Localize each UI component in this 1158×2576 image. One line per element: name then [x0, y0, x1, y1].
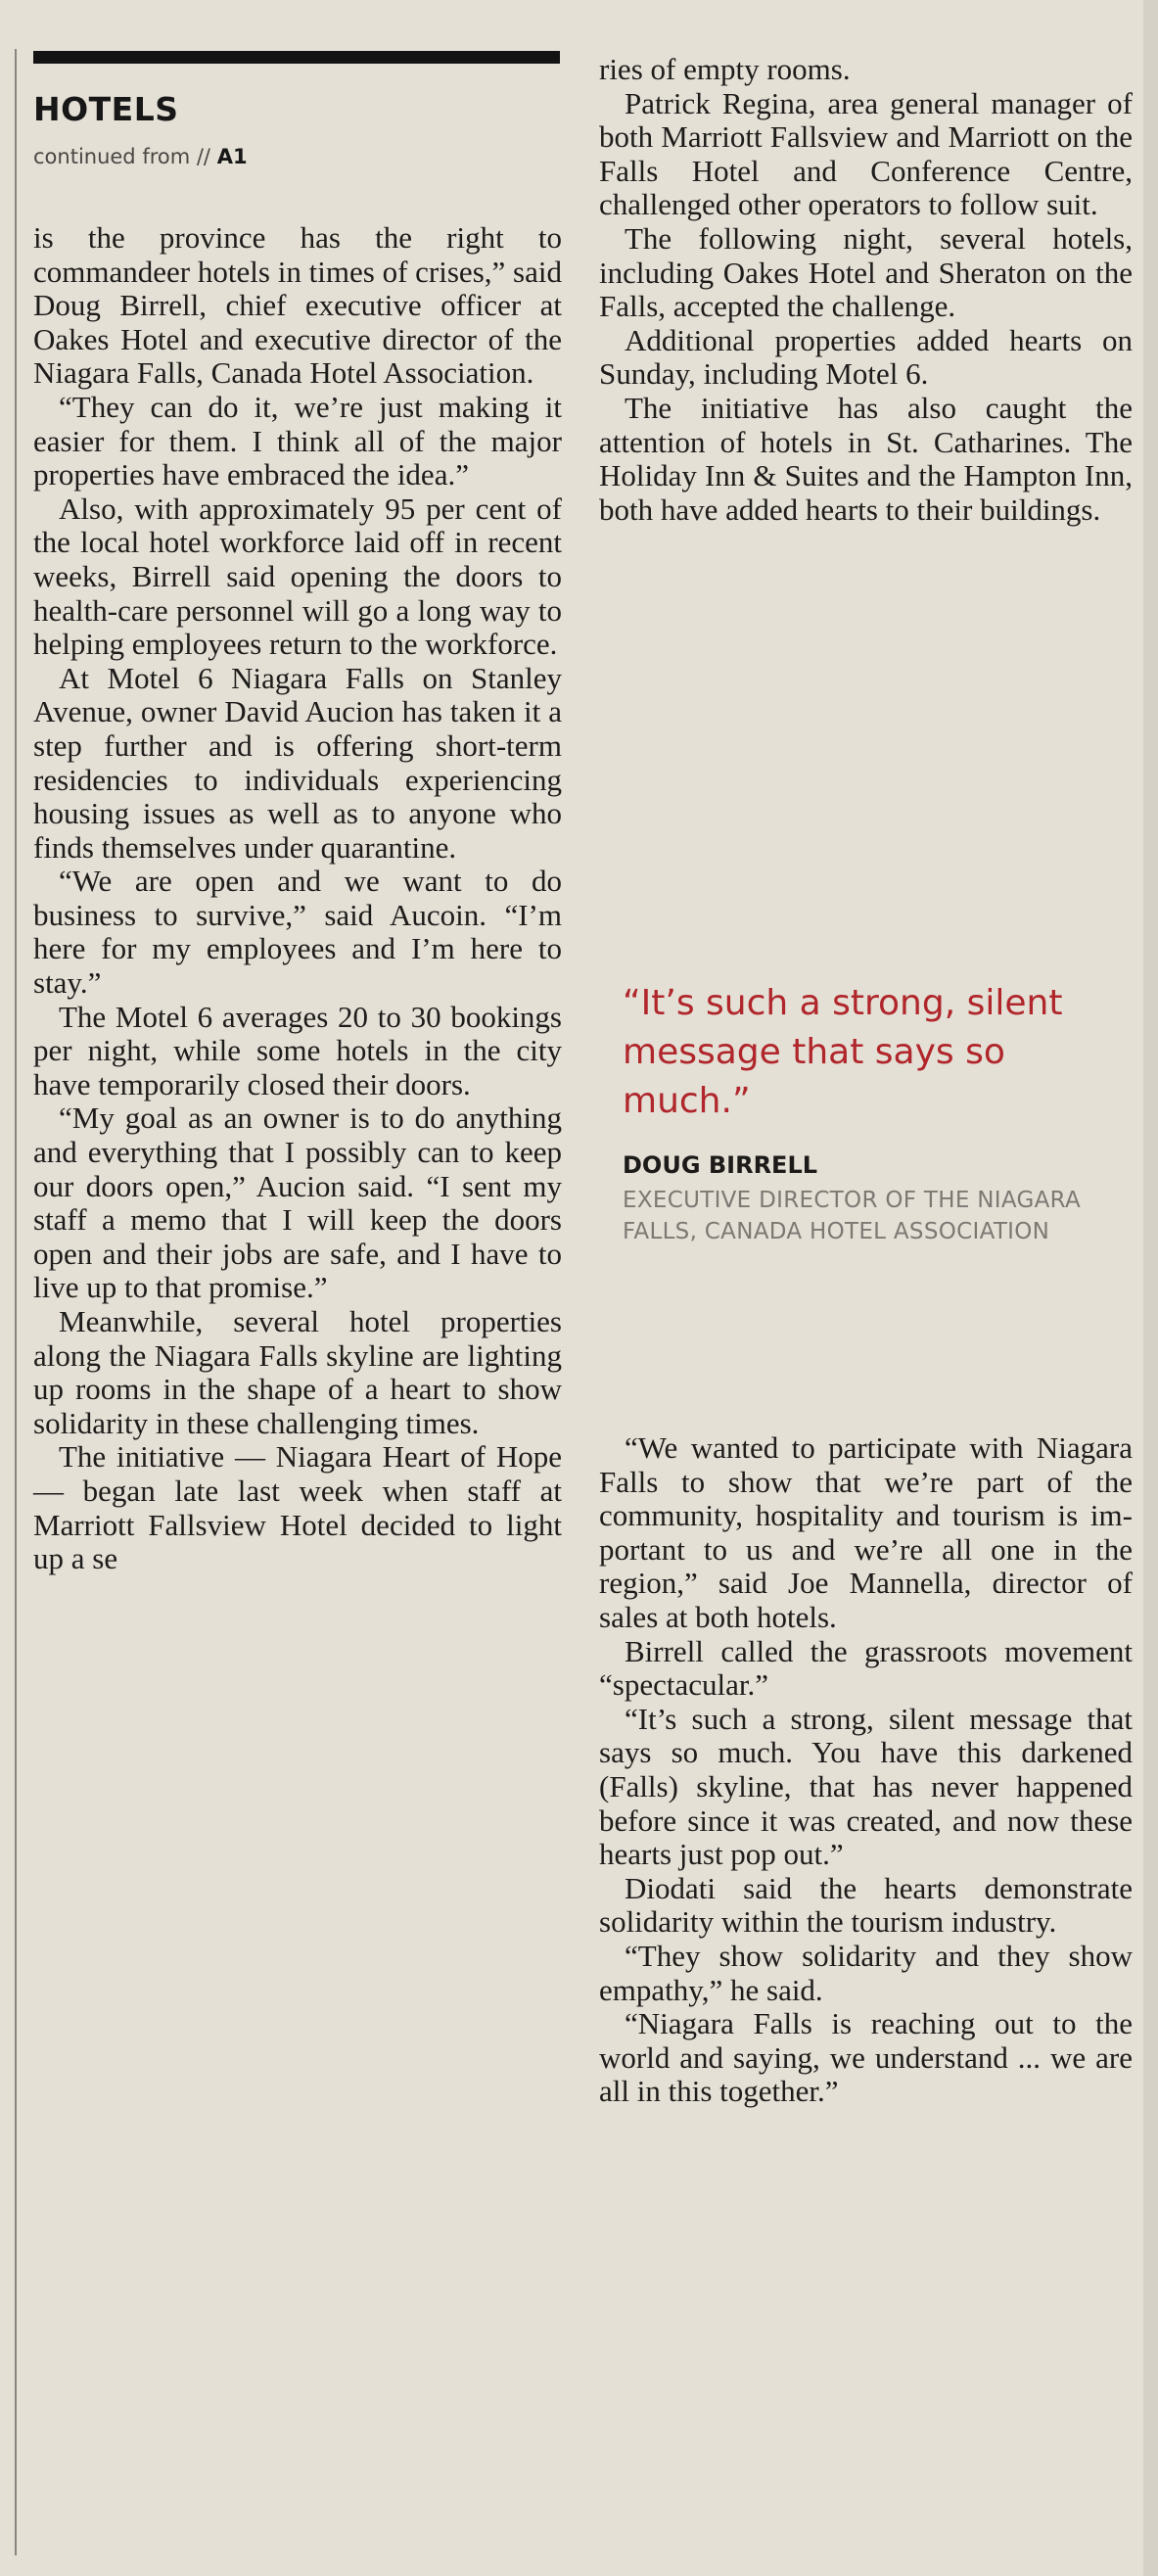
paragraph: The initiative — Niagara Heart of Hope — began late last week when staff at Marriott Fallsview Hotel decided to light up a se	[33, 1439, 562, 1576]
paragraph: Additional properties added hearts on Sunday, including Motel 6.	[599, 322, 1133, 392]
paragraph: “Niagara Falls is reaching out to the world and saying, we understand ... we are all in this together.”	[599, 2006, 1133, 2109]
article-kicker: HOTELS	[33, 90, 179, 128]
left-column-body	[33, 221, 562, 1576]
paragraph: “They can do it, we’re just making it easier for them. I think all of the major properties have embraced the idea.”	[33, 389, 562, 492]
paragraph: “They show solidarity and they show empathy,” he said.	[599, 1938, 1133, 2007]
paragraph: The following night, several hotels, including Oakes Hotel and Sheraton on the Falls, accepted the challenge.	[599, 220, 1133, 324]
paragraph: “We are open and we want to do business to survive,” said Aucoin. “I’m here for my employees and I’m here to stay.”	[33, 864, 562, 1001]
continued-page-ref: A1	[216, 145, 248, 168]
paragraph: Patrick Regina, area general manager of both Marriott Fallsview and Marriott on the Falls Hotel and Conference Centre, challenged other operators to follow suit.	[599, 85, 1133, 222]
right-column-body-top	[599, 53, 1133, 527]
paragraph: Diodati said the hearts demonstrate solidarity within the tourism industry.	[599, 1870, 1133, 1940]
paragraph: The Motel 6 averages 20 to 30 bookings per night, while some hotels in the city have temporarily closed their doors.	[33, 999, 562, 1101]
right-column-body-bottom	[599, 1431, 1133, 2109]
pull-quote-text: “It’s such a strong, silent message that says so much.”	[623, 983, 1063, 1121]
paragraph: is the province has the right to commandeer hotels in times of crises,” said Doug Birrell, chief executive officer at Oakes Hotel and executive director of the Niagara Falls, Canada Hotel Association.	[33, 220, 562, 391]
paragraph: Birrell called the grassroots movement “spectacular.”	[599, 1633, 1133, 1703]
page-edge	[1143, 0, 1158, 2576]
pull-quote-attribution-title: EXECUTIVE DIRECTOR OF THE NIAGARA FALLS, CANADA HOTEL ASSOCIATION	[623, 1188, 1082, 1244]
section-header-bar	[33, 51, 560, 64]
paragraph: Meanwhile, several hotel properties along the Niagara Falls skyline are lighting up rooms in the shape of a heart to show solidarity in these challenging times.	[33, 1304, 562, 1440]
column-rule	[15, 49, 17, 2555]
paragraph: “We wanted to participate with Niagara Falls to show that we’re part of the community, hospitality and tourism is important to us and we’re all one in the region,” said Joe Mannella, director of sales at both hotels.	[599, 1430, 1133, 1634]
pull-quote-attribution-name: DOUG BIRRELL	[623, 1151, 818, 1179]
paragraph: “It’s such a strong, silent message that says so much. You have this darkened (Falls) skyline, that has never happened before since it was created, and now these hearts just pop out.”	[599, 1701, 1133, 1872]
continued-from-line	[33, 145, 248, 168]
pull-quote	[599, 979, 1133, 1247]
paragraph: The initiative has also caught the attention of hotels in St. Catharines. The Holiday Inn & Suites and the Hampton Inn, both have added hearts to their buildings.	[599, 390, 1133, 527]
paragraph: At Motel 6 Niagara Falls on Stanley Avenue, owner David Aucion has taken it a step further and is offering short-term residencies to individuals experiencing housing issues as well as to anyone who finds themselves under quarantine.	[33, 660, 562, 865]
continued-label: continued from //	[33, 145, 211, 168]
paragraph: ries of empty rooms.	[599, 52, 851, 86]
paragraph: Also, with approximately 95 per cent of the local hotel workforce laid off in recent weeks, Birrell said opening the doors to health-care personnel will go a long way to helping employees return to the workforce.	[33, 491, 562, 662]
paragraph: “My goal as an owner is to do anything and everything that I possibly can to keep our doors open,” Aucion said. “I sent my staff a memo that I will keep the doors open and their jobs are safe, and I have to live up to that promise.”	[33, 1101, 562, 1305]
